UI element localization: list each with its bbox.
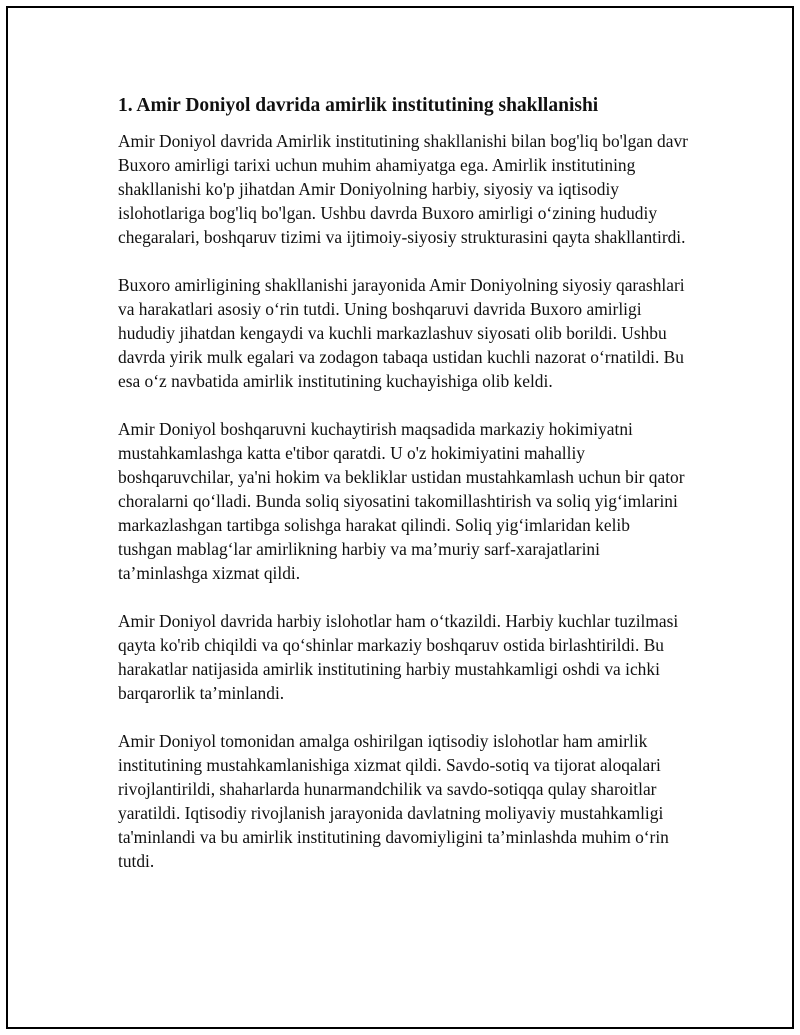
document-body <box>118 92 688 897</box>
paragraph-5: Amir Doniyol tomonidan amalga oshirilgan iqtisodiy islohotlar ham amirlik institutining mustahkamlanishiga xizmat qildi. Savdo-sotiq va tijorat aloqalari rivojlantirildi, shaharlarda hunarmandchilik va savdo-sotiqqa qulay sharoitlar yaratildi. Iqtisodiy rivojlanish jarayonida davlatning moliyaviy mustahkamligi ta'minlandi va bu amirlik institutining davomiyligini ta’minlashda muhim o‘rin tutdi. <box>118 731 669 871</box>
paragraph-2: Buxoro amirligining shakllanishi jarayonida Amir Doniyolning siyosiy qarashlari va harakatlari asosiy o‘rin tutdi. Uning boshqaruvi davrida Buxoro amirligi hududiy jihatdan kengaydi va kuchli markazlashuv siyosati olib borildi. Ushbu davrda yirik mulk egalari va zodagon tabaqa ustidan kuchli nazorat o‘rnatildi. Bu esa o‘z navbatida amirlik institutining kuchayishiga olib keldi. <box>118 275 685 391</box>
paragraph-1: Amir Doniyol davrida Amirlik institutining shakllanishi bilan bog'liq bo'lgan davr Buxoro amirligi tarixi uchun muhim ahamiyatga ega. Amirlik institutining shakllanishi ko'p jihatdan Amir Doniyolning harbiy, siyosiy va iqtisodiy islohotlariga bog'liq bo'lgan. Ushbu davrda Buxoro amirligi o‘zining hududiy chegaralari, boshqaruv tizimi va ijtimoiy-siyosiy strukturasini qayta shakllantirdi. <box>118 131 688 247</box>
section-heading: 1. Amir Doniyol davrida amirlik institutining shakllanishi <box>118 95 599 116</box>
paragraph-3: Amir Doniyol boshqaruvni kuchaytirish maqsadida markaziy hokimiyatni mustahkamlashga katta e'tibor qaratdi. U o'z hokimiyatini mahalliy boshqaruvchilar, ya'ni hokim va bekliklar ustidan mustahkamlash uchun bir qator choralarni qo‘lladi. Bunda soliq siyosatini takomillashtirish va soliq yig‘imlarini markazlashgan tartibga solishga harakat qilindi. Soliq yig‘imlaridan kelib tushgan mablag‘lar amirlikning harbiy va ma’muriy sarf-xarajatlarini ta’minlashga xizmat qildi. <box>118 419 685 583</box>
paragraph-4: Amir Doniyol davrida harbiy islohotlar ham o‘tkazildi. Harbiy kuchlar tuzilmasi qayta ko'rib chiqildi va qo‘shinlar markaziy boshqaruv ostida birlashtirildi. Bu harakatlar natijasida amirlik institutining harbiy mustahkamligi oshdi va ichki barqarorlik ta’minlandi. <box>118 611 679 703</box>
